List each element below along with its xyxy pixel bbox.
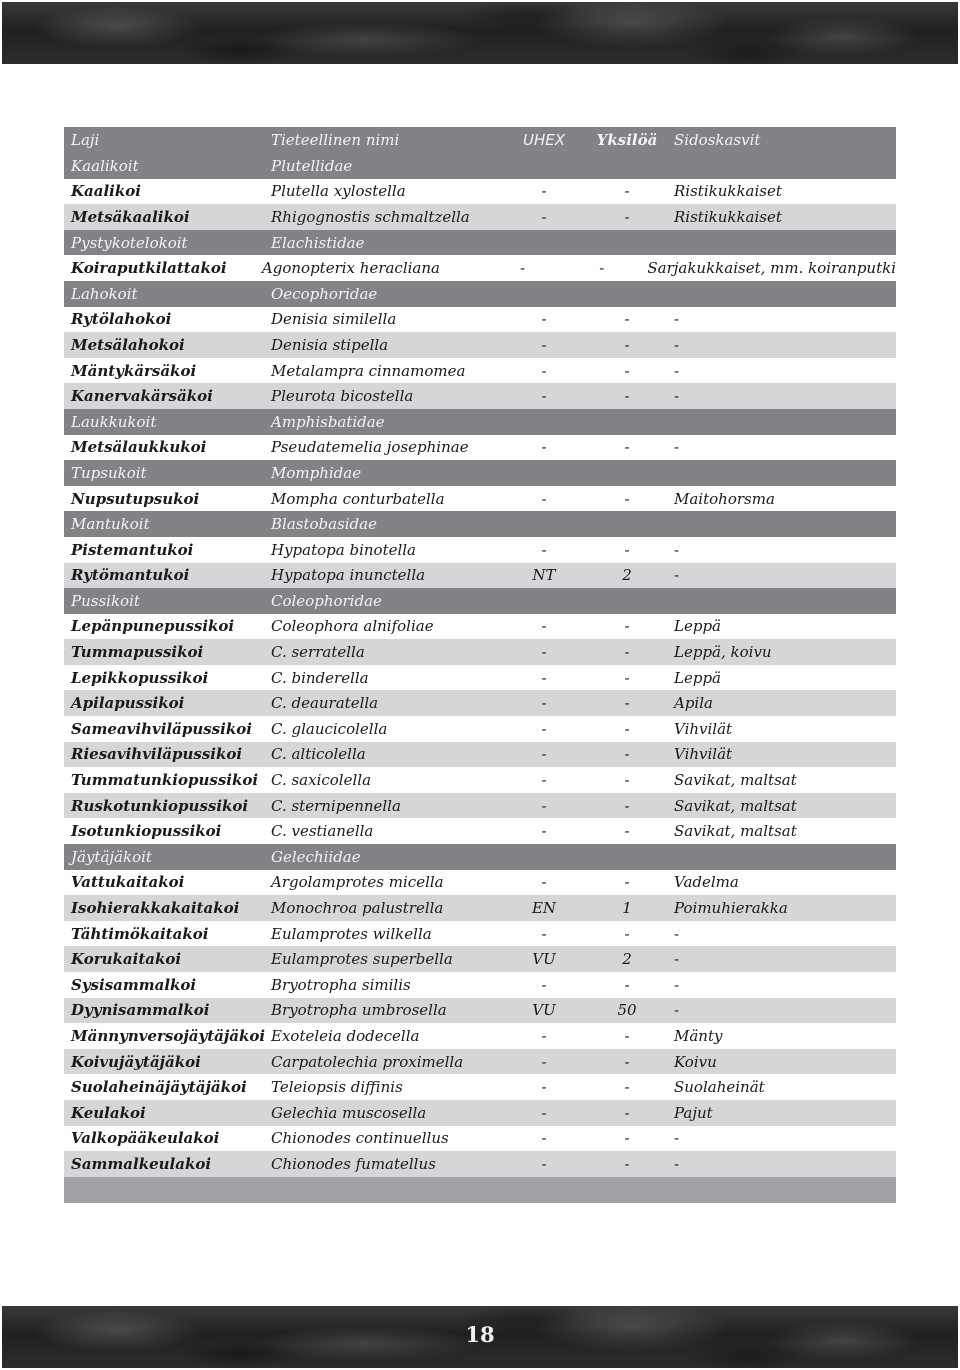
individuals-cell: - <box>624 438 630 457</box>
species-row <box>64 307 896 333</box>
scientific-name-cell: Bryotropha similis <box>271 975 411 994</box>
scientific-name-cell: Carpatolechia proximella <box>271 1052 464 1071</box>
uhex-cell: - <box>541 1103 547 1122</box>
species-row <box>64 998 896 1024</box>
species-row <box>64 1049 896 1075</box>
header-laji: Laji <box>71 131 100 149</box>
scientific-name-cell: C. vestianella <box>271 822 374 841</box>
species-row <box>64 1151 896 1177</box>
uhex-cell: EN <box>531 899 557 918</box>
species-row <box>64 946 896 972</box>
scientific-name-cell: Denisia stipella <box>271 335 389 354</box>
uhex-cell: - <box>541 771 547 790</box>
family-row <box>64 511 896 537</box>
header-yksiloa: Yksilöä <box>596 131 658 149</box>
individuals-cell: - <box>624 745 630 764</box>
host-plants-cell: Ristikukkaiset <box>674 182 782 201</box>
scientific-name-cell: C. serratella <box>271 643 365 662</box>
host-plants-cell: Savikat, maltsat <box>674 796 797 815</box>
individuals-cell: - <box>624 1129 630 1148</box>
host-plants-cell: Vihvilät <box>674 745 733 764</box>
finnish-name-cell: Tummatunkiopussikoi <box>71 771 259 790</box>
individuals-cell: - <box>624 796 630 815</box>
finnish-name-cell: Jäytäjäkoit <box>71 847 152 866</box>
species-row <box>64 665 896 691</box>
scientific-name-cell: Hypatopa inunctella <box>271 566 426 585</box>
species-row <box>64 383 896 409</box>
uhex-cell: - <box>541 873 547 892</box>
finnish-name-cell: Dyynisammalkoi <box>71 1001 210 1020</box>
bottom-decorative-banner <box>2 1306 958 1368</box>
finnish-name-cell: Vattukaitakoi <box>71 873 185 892</box>
individuals-cell: - <box>599 259 605 278</box>
page-number: 18 <box>465 1322 495 1347</box>
scientific-name-cell: Monochroa palustrella <box>271 899 444 918</box>
scientific-name-cell: C. glaucicolella <box>271 719 388 738</box>
individuals-cell: - <box>624 489 630 508</box>
family-row <box>64 153 896 179</box>
family-row <box>64 281 896 307</box>
species-row <box>64 767 896 793</box>
scientific-name-cell: Exoteleia dodecella <box>271 1026 420 1045</box>
finnish-name-cell: Sysisammalkoi <box>71 975 197 994</box>
species-row <box>64 614 896 640</box>
scientific-name-cell: Coleophoridae <box>271 591 382 610</box>
uhex-cell: - <box>541 822 547 841</box>
finnish-name-cell: Ruskotunkiopussikoi <box>71 796 249 815</box>
scientific-name-cell: Teleiopsis diffinis <box>271 1078 403 1097</box>
finnish-name-cell: Sameavihviläpussikoi <box>71 719 252 738</box>
individuals-cell: - <box>624 719 630 738</box>
finnish-name-cell: Pussikoit <box>71 591 140 610</box>
species-row <box>64 204 896 230</box>
host-plants-cell: - <box>674 1001 680 1020</box>
species-row <box>64 818 896 844</box>
individuals-cell: - <box>624 1154 630 1173</box>
finnish-name-cell: Suolaheinäjäytäjäkoi <box>71 1078 247 1097</box>
individuals-cell: - <box>624 924 630 943</box>
finnish-name-cell: Lepänpunepussikoi <box>71 617 235 636</box>
uhex-cell: - <box>541 745 547 764</box>
host-plants-cell: - <box>674 335 680 354</box>
individuals-cell: - <box>624 643 630 662</box>
finnish-name-cell: Lepikkopussikoi <box>71 668 209 687</box>
species-row <box>64 537 896 563</box>
individuals-cell: 50 <box>617 1001 637 1020</box>
scientific-name-cell: C. sternipennella <box>271 796 401 815</box>
finnish-name-cell: Kaalikoit <box>71 156 139 175</box>
individuals-cell: - <box>624 361 630 380</box>
individuals-cell: - <box>624 387 630 406</box>
scientific-name-cell: Chionodes fumatellus <box>271 1154 436 1173</box>
host-plants-cell: Maitohorsma <box>674 489 775 508</box>
individuals-cell: - <box>624 668 630 687</box>
uhex-cell: - <box>541 207 547 226</box>
finnish-name-cell: Tummapussikoi <box>71 643 204 662</box>
individuals-cell: - <box>624 1103 630 1122</box>
finnish-name-cell: Metsälaukkukoi <box>71 438 207 457</box>
family-row <box>64 844 896 870</box>
scientific-name-cell: Coleophora alnifoliae <box>271 617 434 636</box>
uhex-cell: - <box>541 387 547 406</box>
header-uhex: UHEX <box>522 131 565 149</box>
table-body <box>64 153 896 1177</box>
individuals-cell: - <box>624 310 630 329</box>
scientific-name-cell: Plutellidae <box>271 156 353 175</box>
host-plants-cell: - <box>674 438 680 457</box>
finnish-name-cell: Tähtimökaitakoi <box>71 924 209 943</box>
host-plants-cell: Koivu <box>674 1052 717 1071</box>
host-plants-cell: - <box>674 310 680 329</box>
scientific-name-cell: Metalampra cinnamomea <box>271 361 466 380</box>
individuals-cell: 1 <box>622 899 632 918</box>
scientific-name-cell: Oecophoridae <box>271 284 378 303</box>
scientific-name-cell: C. alticolella <box>271 745 366 764</box>
uhex-cell: - <box>541 182 547 201</box>
uhex-cell: - <box>541 643 547 662</box>
finnish-name-cell: Pistemantukoi <box>71 540 194 559</box>
individuals-cell: - <box>624 694 630 713</box>
finnish-name-cell: Pystykotelokoit <box>71 233 188 252</box>
species-row <box>64 255 896 281</box>
scientific-name-cell: Eulamprotes superbella <box>271 950 453 969</box>
finnish-name-cell: Metsäkaalikoi <box>71 207 190 226</box>
individuals-cell: - <box>624 540 630 559</box>
uhex-cell: - <box>541 694 547 713</box>
finnish-name-cell: Mantukoit <box>71 515 150 534</box>
finnish-name-cell: Metsälahokoi <box>71 335 185 354</box>
uhex-cell: - <box>541 1026 547 1045</box>
scientific-name-cell: Chionodes continuellus <box>271 1129 449 1148</box>
finnish-name-cell: Kanervakärsäkoi <box>71 387 213 406</box>
finnish-name-cell: Valkopääkeulakoi <box>71 1129 220 1148</box>
host-plants-cell: Vihvilät <box>674 719 733 738</box>
species-row <box>64 639 896 665</box>
individuals-cell: - <box>624 771 630 790</box>
uhex-cell: - <box>541 1154 547 1173</box>
finnish-name-cell: Kaalikoi <box>71 182 141 201</box>
family-row <box>64 588 896 614</box>
header-tieteellinen-nimi: Tieteellinen nimi <box>271 131 400 149</box>
species-row <box>64 690 896 716</box>
scientific-name-cell: C. binderella <box>271 668 369 687</box>
host-plants-cell: Apila <box>674 694 713 713</box>
uhex-cell: - <box>519 259 526 278</box>
species-row <box>64 1023 896 1049</box>
finnish-name-cell: Lahokoit <box>71 284 138 303</box>
scientific-name-cell: Gelechiidae <box>271 847 361 866</box>
uhex-cell: - <box>541 361 547 380</box>
uhex-cell: - <box>541 796 547 815</box>
species-row <box>64 870 896 896</box>
individuals-cell: 2 <box>622 950 632 969</box>
host-plants-cell: - <box>674 566 680 585</box>
individuals-cell: - <box>624 1026 630 1045</box>
finnish-name-cell: Sammalkeulakoi <box>71 1154 212 1173</box>
species-row <box>64 921 896 947</box>
species-row <box>64 1074 896 1100</box>
scientific-name-cell: Hypatopa binotella <box>271 540 417 559</box>
species-row <box>64 358 896 384</box>
finnish-name-cell: Männynversojäytäjäkoi <box>71 1026 266 1045</box>
host-plants-cell: Leppä <box>674 617 721 636</box>
finnish-name-cell: Nupsutupsukoi <box>71 489 200 508</box>
uhex-cell: NT <box>532 566 556 585</box>
species-row <box>64 895 896 921</box>
scientific-name-cell: Blastobasidae <box>271 515 377 534</box>
species-row <box>64 716 896 742</box>
species-row <box>64 972 896 998</box>
uhex-cell: - <box>541 1078 547 1097</box>
uhex-cell: VU <box>532 1001 556 1020</box>
finnish-name-cell: Korukaitakoi <box>71 950 182 969</box>
scientific-name-cell: Pseudatemelia josephinae <box>271 438 469 457</box>
host-plants-cell: - <box>674 1154 680 1173</box>
host-plants-cell: Sarjakukkaiset, mm. koiranputki <box>647 259 897 278</box>
scientific-name-cell: Eulamprotes wilkella <box>271 924 432 943</box>
uhex-cell: - <box>541 617 547 636</box>
family-row <box>64 230 896 256</box>
species-row <box>64 486 896 512</box>
finnish-name-cell: Rytömantukoi <box>71 566 190 585</box>
species-row <box>64 1126 896 1152</box>
host-plants-cell: Savikat, maltsat <box>674 822 797 841</box>
species-row <box>64 563 896 589</box>
host-plants-cell: Suolaheinät <box>674 1078 765 1097</box>
host-plants-cell: Vadelma <box>674 873 739 892</box>
uhex-cell: - <box>541 719 547 738</box>
uhex-cell: - <box>541 1129 547 1148</box>
scientific-name-cell: Rhigognostis schmaltzella <box>271 207 470 226</box>
family-row <box>64 409 896 435</box>
finnish-name-cell: Riesavihviläpussikoi <box>71 745 243 764</box>
scientific-name-cell: C. saxicolella <box>271 771 372 790</box>
host-plants-cell: - <box>674 361 680 380</box>
species-table <box>64 127 896 1203</box>
host-plants-cell: Ristikukkaiset <box>674 207 782 226</box>
uhex-cell: - <box>541 975 547 994</box>
scientific-name-cell: Pleurota bicostella <box>271 387 414 406</box>
finnish-name-cell: Isotunkiopussikoi <box>71 822 222 841</box>
individuals-cell: - <box>624 617 630 636</box>
species-row <box>64 793 896 819</box>
host-plants-cell: - <box>674 950 680 969</box>
header-sidoskasvit: Sidoskasvit <box>674 131 761 149</box>
individuals-cell: - <box>624 1078 630 1097</box>
host-plants-cell: Savikat, maltsat <box>674 771 797 790</box>
uhex-cell: VU <box>532 950 556 969</box>
uhex-cell: - <box>541 489 547 508</box>
uhex-cell: - <box>541 1052 547 1071</box>
uhex-cell: - <box>541 335 547 354</box>
individuals-cell: - <box>624 873 630 892</box>
uhex-cell: - <box>541 310 547 329</box>
host-plants-cell: - <box>674 387 680 406</box>
uhex-cell: - <box>541 540 547 559</box>
finnish-name-cell: Rytölahokoi <box>71 310 172 329</box>
host-plants-cell: - <box>674 1129 680 1148</box>
host-plants-cell: - <box>674 924 680 943</box>
host-plants-cell: Mänty <box>674 1026 723 1045</box>
individuals-cell: - <box>624 1052 630 1071</box>
finnish-name-cell: Mäntykärsäkoi <box>71 361 197 380</box>
host-plants-cell: Pajut <box>674 1103 713 1122</box>
scientific-name-cell: Plutella xylostella <box>271 182 406 201</box>
uhex-cell: - <box>541 438 547 457</box>
species-row <box>64 435 896 461</box>
host-plants-cell: - <box>674 540 680 559</box>
finnish-name-cell: Apilapussikoi <box>71 694 185 713</box>
host-plants-cell: Poimuhierakka <box>674 899 788 918</box>
scientific-name-cell: C. deauratella <box>271 694 379 713</box>
uhex-cell: - <box>541 668 547 687</box>
individuals-cell: 2 <box>622 566 632 585</box>
species-row <box>64 332 896 358</box>
scientific-name-cell: Bryotropha umbrosella <box>271 1001 447 1020</box>
host-plants-cell: Leppä <box>674 668 721 687</box>
individuals-cell: - <box>624 182 630 201</box>
scientific-name-cell: Denisia similella <box>271 310 397 329</box>
individuals-cell: - <box>624 335 630 354</box>
finnish-name-cell: Tupsukoit <box>71 463 147 482</box>
species-row <box>64 1100 896 1126</box>
scientific-name-cell: Amphisbatidae <box>271 412 385 431</box>
uhex-cell: - <box>541 924 547 943</box>
finnish-name-cell: Koivujäytäjäkoi <box>71 1052 201 1071</box>
table-footer-bar <box>64 1177 896 1203</box>
host-plants-cell: - <box>674 975 680 994</box>
family-row <box>64 460 896 486</box>
scientific-name-cell: Elachistidae <box>271 233 365 252</box>
finnish-name-cell: Keulakoi <box>71 1103 146 1122</box>
scientific-name-cell: Agonopterix heracliana <box>261 259 440 278</box>
individuals-cell: - <box>624 822 630 841</box>
table-header-row <box>64 127 896 153</box>
scientific-name-cell: Mompha conturbatella <box>271 489 445 508</box>
finnish-name-cell: Isohierakkakaitakoi <box>71 899 240 918</box>
scientific-name-cell: Gelechia muscosella <box>271 1103 427 1122</box>
finnish-name-cell: Koiraputkilattakoi <box>71 259 227 278</box>
finnish-name-cell: Laukkukoit <box>71 412 157 431</box>
scientific-name-cell: Momphidae <box>271 463 362 482</box>
scientific-name-cell: Argolamprotes micella <box>271 873 444 892</box>
host-plants-cell: Leppä, koivu <box>674 643 772 662</box>
individuals-cell: - <box>624 207 630 226</box>
individuals-cell: - <box>624 975 630 994</box>
species-row <box>64 742 896 768</box>
species-row <box>64 179 896 205</box>
top-decorative-banner <box>2 2 958 64</box>
